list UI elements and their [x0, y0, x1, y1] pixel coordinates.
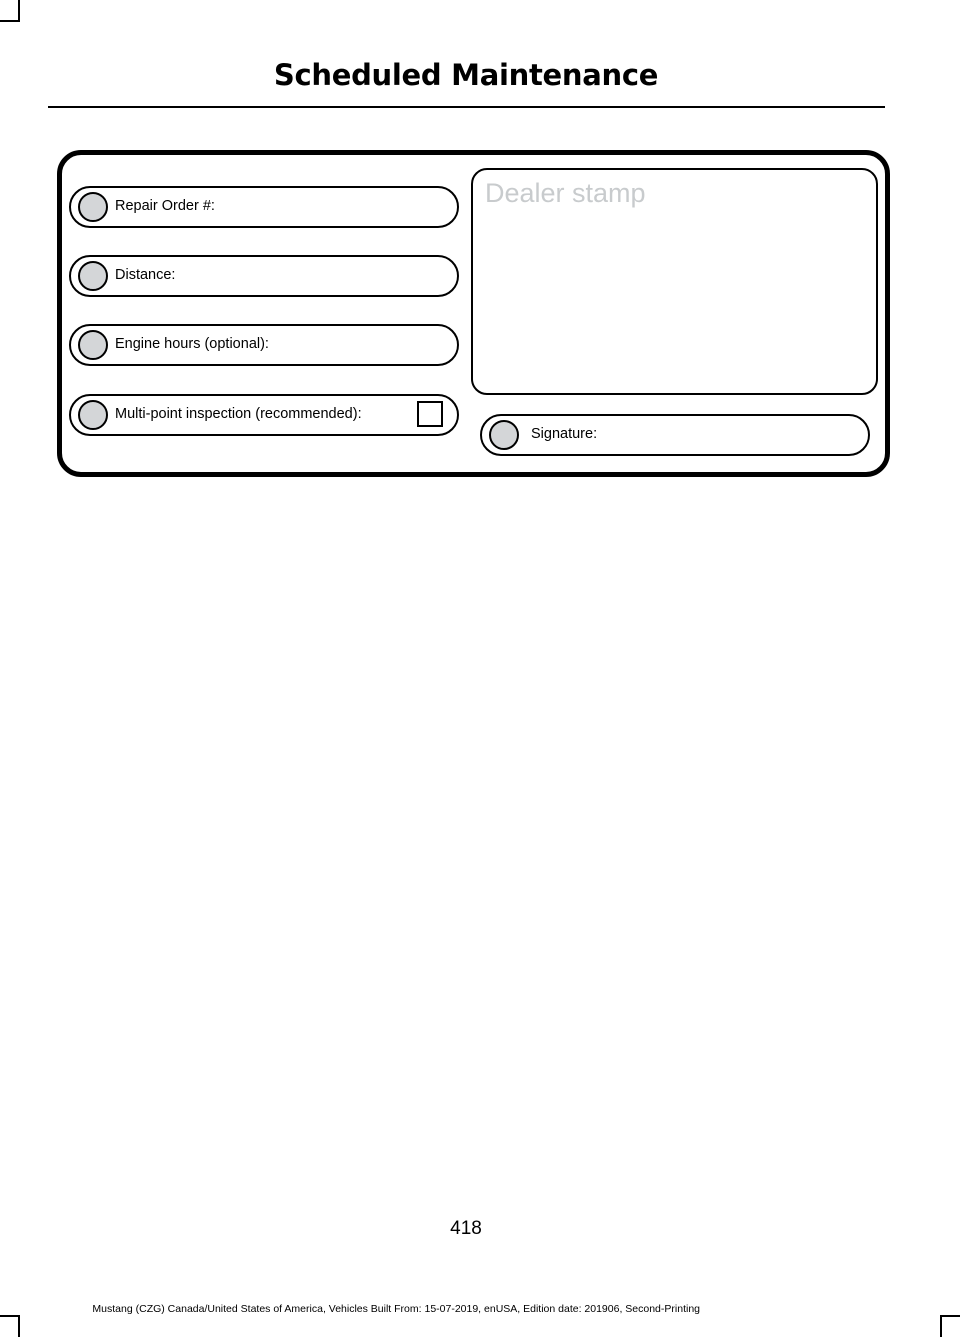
- crop-mark: [18, 0, 20, 22]
- multi-point-inspection-field: [69, 394, 459, 436]
- dealer-stamp-label: Dealer stamp: [485, 178, 646, 208]
- signature-label: Signature:: [531, 426, 598, 442]
- repair-order-label: Repair Order #:: [115, 198, 215, 214]
- engine-hours-label: Engine hours (optional):: [115, 336, 269, 352]
- repair-order-field[interactable]: [69, 186, 459, 228]
- distance-field[interactable]: [69, 255, 459, 297]
- inspection-checkbox[interactable]: [417, 401, 443, 427]
- crop-mark: [0, 20, 20, 22]
- signature-field[interactable]: [480, 414, 870, 456]
- field-indicator-icon: [78, 261, 108, 291]
- title-divider: [48, 106, 885, 108]
- crop-mark: [0, 1315, 20, 1317]
- crop-mark: [940, 1315, 960, 1317]
- edition-footer: Mustang (CZG) Canada/United States of America, Vehicles Built From: 15-07-2019, enUSA, Edition date: 201906, Second-Printing: [92, 1303, 700, 1315]
- crop-mark: [940, 1315, 942, 1337]
- field-indicator-icon: [489, 420, 519, 450]
- engine-hours-field[interactable]: [69, 324, 459, 366]
- field-indicator-icon: [78, 400, 108, 430]
- multi-point-inspection-label: Multi-point inspection (recommended):: [115, 406, 362, 422]
- field-indicator-icon: [78, 192, 108, 222]
- page-number: 418: [450, 1218, 482, 1239]
- distance-label: Distance:: [115, 267, 176, 283]
- field-indicator-icon: [78, 330, 108, 360]
- crop-mark: [18, 1315, 20, 1337]
- dealer-stamp-box: [471, 168, 878, 395]
- page-title: Scheduled Maintenance: [273, 58, 659, 92]
